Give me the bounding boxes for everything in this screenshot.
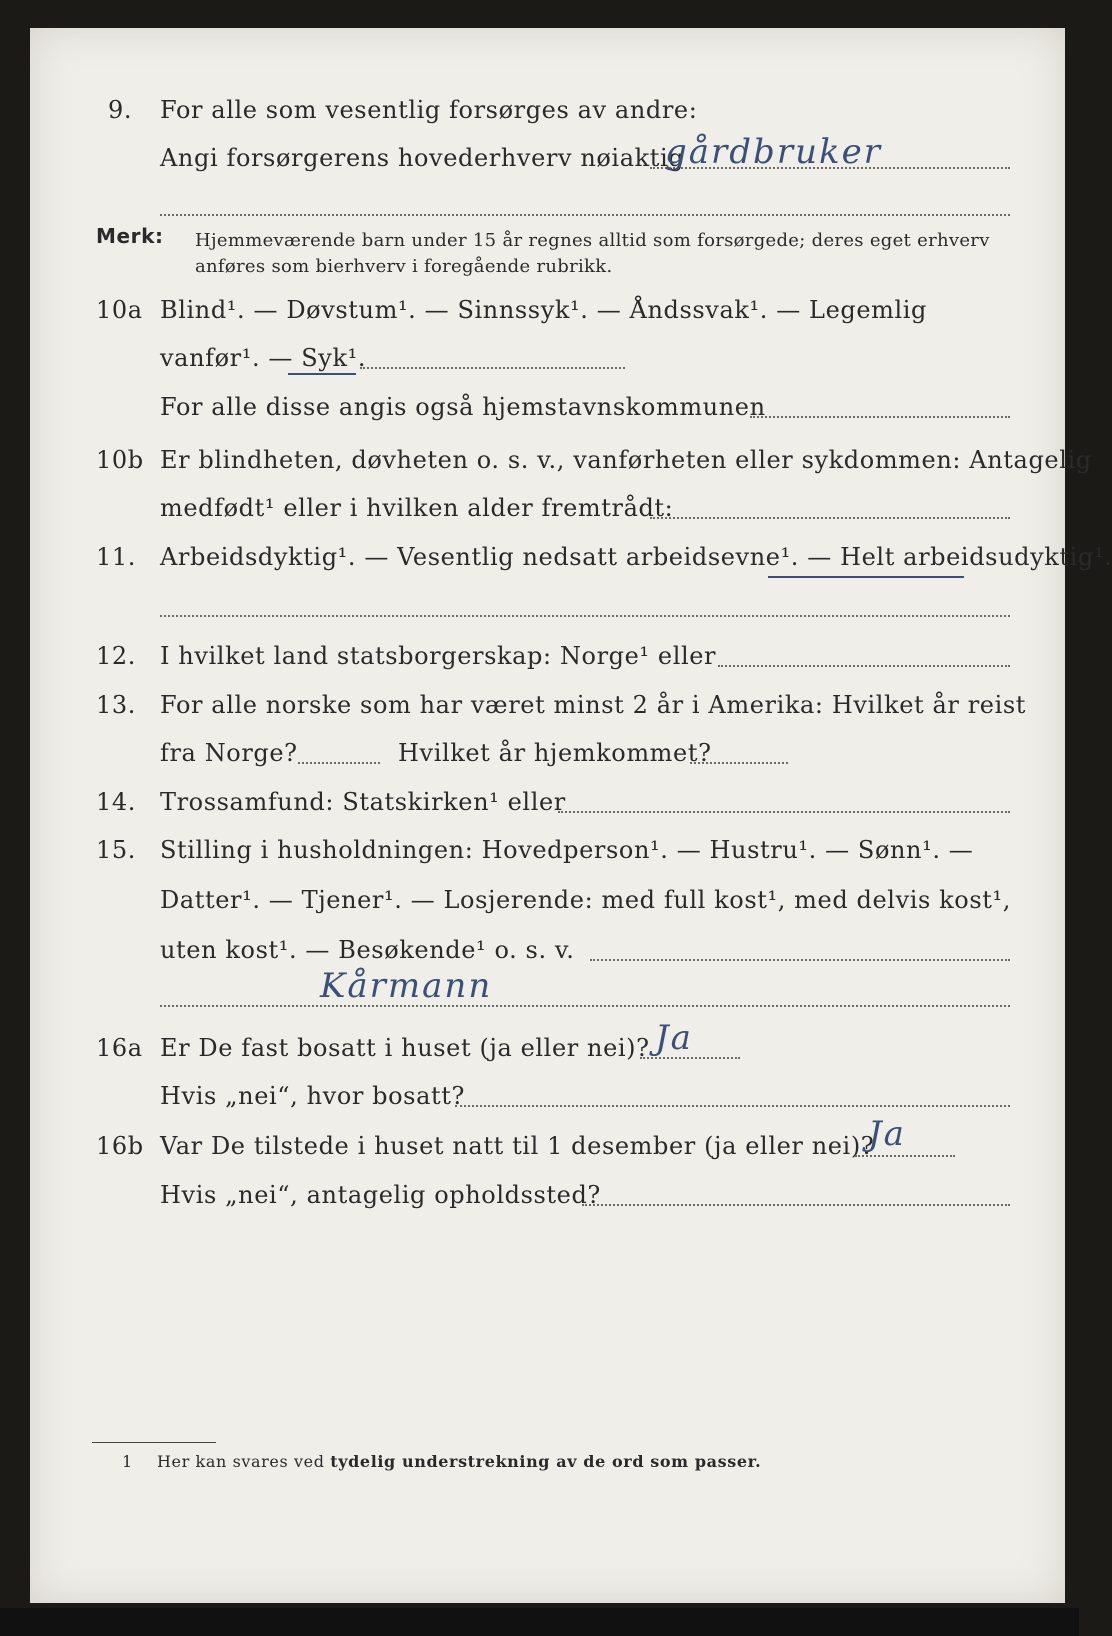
q16b-answer-handwriting: Ja [868, 1114, 906, 1154]
q10a-line2: vanfør¹. — Syk¹. [160, 344, 367, 372]
q15-answer-line [160, 1005, 1010, 1007]
q15-answer-handwriting: Kårmann [320, 966, 493, 1006]
q16a-answer-handwriting: Ja [655, 1018, 693, 1058]
q13-line2b: Hvilket år hjemkommet? [398, 739, 712, 767]
q10a-answer-line [360, 367, 625, 369]
footnote-text: Her kan svares ved tydelig understrekning av de ord som passer. [157, 1452, 762, 1471]
q15-line3: uten kost¹. — Besøkende¹ o. s. v. [160, 936, 575, 964]
footnote-rule [92, 1442, 216, 1443]
q9-extra-line [160, 214, 1010, 216]
scan-border [0, 1608, 1079, 1636]
q11-answer-line [160, 615, 1010, 617]
q15-line1: Stilling i husholdningen: Hovedperson¹. — Hustru¹. — Sønn¹. — [160, 836, 974, 864]
q13-hjemkommet-line [690, 762, 788, 764]
q16b-opholdssted-line [582, 1204, 1010, 1206]
q9-answer-handwriting: gårdbruker [665, 132, 882, 172]
footnote-mark: 1 [122, 1452, 133, 1471]
q13-line2a: fra Norge? [160, 739, 298, 767]
q16b-number: 16b [96, 1132, 144, 1160]
q15-number: 15. [96, 836, 136, 864]
q16b-answer-line [855, 1155, 955, 1157]
q13-line1: For alle norske som har været minst 2 år i Amerika: Hvilket år reist [160, 691, 1027, 719]
q10b-number: 10b [96, 446, 144, 474]
q10b-answer-line [650, 517, 1010, 519]
q10b-line1: Er blindheten, døvheten o. s. v., vanførheten eller sykdommen: Antagelig [160, 446, 1092, 474]
q14-line1: Trossamfund: Statskirken¹ eller [160, 788, 566, 816]
census-form-page [30, 28, 1112, 1603]
q10a-hjemstavn-line [750, 416, 1010, 418]
q13-reist-line [298, 762, 380, 764]
q16b-line2: Hvis „nei“, antagelig opholdssted? [160, 1181, 601, 1209]
q16a-number: 16a [96, 1034, 143, 1062]
q10a-line3: For alle disse angis også hjemstavnskommunen [160, 393, 766, 421]
q12-answer-line [718, 665, 1010, 667]
q16a-line1: Er De fast bosatt i huset (ja eller nei)? [160, 1034, 650, 1062]
q9-line2: Angi forsørgerens hovederhverv nøiaktig [160, 144, 685, 172]
q16a-line2: Hvis „nei“, hvor bosatt? [160, 1082, 465, 1110]
helt-arbeidsudyktig-underline [768, 576, 964, 578]
q11-number: 11. [96, 543, 136, 571]
q10a-number: 10a [96, 296, 143, 324]
syk-underline [288, 373, 356, 375]
merk-line2: anføres som bierhverv i foregående rubrikk. [195, 256, 613, 277]
q9-line1: For alle som vesentlig forsørges av andre: [160, 96, 698, 124]
merk-line1: Hjemmeværende barn under 15 år regnes alltid som forsørgede; deres eget erhverv [195, 230, 990, 251]
q14-number: 14. [96, 788, 136, 816]
merk-label: Merk: [96, 224, 164, 248]
q16a-bosatt-line [455, 1105, 1010, 1107]
q11-line1: Arbeidsdyktig¹. — Vesentlig nedsatt arbeidsevne¹. — Helt arbeidsudyktig¹. [160, 543, 1112, 571]
q12-line1: I hvilket land statsborgerskap: Norge¹ eller [160, 642, 717, 670]
q10a-line1: Blind¹. — Døvstum¹. — Sinnssyk¹. — Åndssvak¹. — Legemlig [160, 296, 928, 324]
q15-line2: Datter¹. — Tjener¹. — Losjerende: med full kost¹, med delvis kost¹, [160, 886, 1011, 914]
q14-answer-line [558, 811, 1010, 813]
q10b-line2: medfødt¹ eller i hvilken alder fremtrådt: [160, 494, 674, 522]
q15-line3-answer-line [590, 959, 1010, 961]
q16b-line1: Var De tilstede i huset natt til 1 desember (ja eller nei)? [160, 1132, 875, 1160]
q12-number: 12. [96, 642, 136, 670]
q9-number: 9. [108, 96, 133, 124]
q13-number: 13. [96, 691, 136, 719]
